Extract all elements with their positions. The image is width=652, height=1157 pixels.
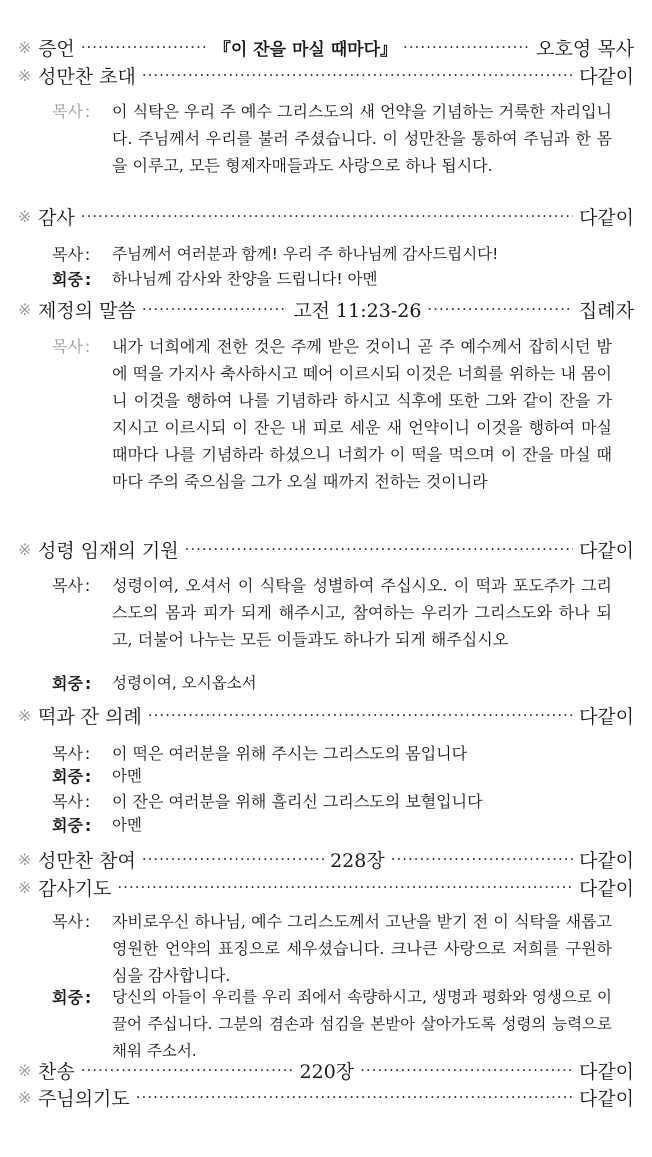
liturgy-text: 성령이여, 오셔서 이 식탁을 성별하여 주십시오. 이 떡과 포도주가 그리스도의 몸과 피가 되게 해주시고, 참여하는 우리가 그리스도와 하나 되고, 더불어 나누는 모든 이들과도 하나가 되게 해주십시오 xyxy=(112,576,612,649)
liturgy-text: 내가 너희에게 전한 것은 주께 받은 것이니 곧 주 예수께서 잡히시던 밤에 떡을 가지사 축사하시고 떼어 이르시되 이것은 너희를 위하는 내 몸이니 이것을 행하여 나를 기념하라 하시고 식후에 또한 그와 같이 잔을 가지시고 이르시되 이 잔은 내 피로 세운 새 언약이니 이것을 행하여 마실 때마다 나를 기념하라 하셨으니 너희가 이 떡을 먹으며 이 잔을 마실 때마다 주의 죽으심을 그가 오실 때까지 전하는 것이니라 xyxy=(112,337,612,491)
reference-mark-icon: ※ xyxy=(18,37,32,57)
section-title: 떡과 잔 의례 xyxy=(38,705,142,728)
scripture-reference: 고전 11:23-26 xyxy=(293,299,422,322)
liturgy-text: 아멘 xyxy=(112,816,142,834)
speaker-label: 회중 xyxy=(52,816,83,835)
speaker-label: 목사 xyxy=(52,102,83,121)
dot-leader xyxy=(360,1061,573,1079)
section-title: 성만찬 초대 xyxy=(38,65,136,88)
liturgy-text: 하나님께 감사와 찬양을 드립니다! 아멘 xyxy=(112,270,378,288)
liturgy-text: 이 식탁은 우리 주 예수 그리스도의 새 언약을 기념하는 거룩한 자리입니다. 주님께서 우리를 불러 주셨습니다. 이 성만찬을 통하여 주님과 한 몸을 이루고, 모든 형제자매들과도 사랑으로 하나 됩시다. xyxy=(112,102,612,175)
section-leader: 다같이 xyxy=(578,539,634,562)
reference-mark-icon: ※ xyxy=(18,539,32,559)
section-title: 성만찬 참여 xyxy=(38,849,136,872)
dot-leader xyxy=(185,540,573,558)
reference-mark-icon: ※ xyxy=(18,849,32,869)
sermon-title: 『이 잔을 마실 때마다』 xyxy=(213,39,398,60)
section-lords-prayer xyxy=(18,1083,634,1111)
invitation-pastor-line: 목사 : 이 식탁은 우리 주 예수 그리스도의 새 언약을 기념하는 거룩한 자리입니다. 주님께서 우리를 불러 주셨습니다. 이 성만찬을 통하여 주님과 한 몸을 이루고, 모든 형제자매들과도 사랑으로 하나 됩시다. xyxy=(52,98,612,179)
dot-leader xyxy=(427,300,573,318)
section-title: 주님의기도 xyxy=(38,1087,130,1110)
section-title: 감사 xyxy=(38,206,75,229)
dot-leader xyxy=(142,850,324,868)
section-thanks xyxy=(18,202,634,230)
dot-leader xyxy=(117,878,573,896)
dot-leader xyxy=(403,38,530,56)
liturgy-text: 당신의 아들이 우리를 우리 죄에서 속량하시고, 생명과 평화와 영생으로 이끌어 주십니다. 그분의 겸손과 섬김을 본받아 살아가도록 성령의 능력으로 채워 주소서. xyxy=(112,988,612,1060)
liturgy-text: 주님께서 여러분과 함께! 우리 주 하나님께 감사드립시다! xyxy=(112,245,499,263)
thanksgiving-pastor-line: 목사 : 자비로우신 하나님, 예수 그리스도께서 고난을 받기 전 이 식탁을 새롭고 영원한 언약의 표징으로 세우셨습니다. 크나큰 사랑으로 저희를 구원하심을 감사합니다. xyxy=(52,908,612,989)
speaker-label: 회중 xyxy=(52,674,83,693)
fraction-congregation-line-1: 회중 : 아멘 xyxy=(52,763,636,790)
dot-leader xyxy=(81,38,208,56)
section-title: 제정의 말씀 xyxy=(38,299,136,322)
speaker-label: 목사 xyxy=(52,792,83,811)
epiclesis-pastor-line: 목사 : 성령이여, 오셔서 이 식탁을 성별하여 주십시오. 이 떡과 포도주가 그리스도의 몸과 피가 되게 해주시고, 참여하는 우리가 그리스도와 하나 되고, 더불어 나누는 모든 이들과도 하나가 되게 해주십시오 xyxy=(52,572,612,653)
section-title: 성령 임재의 기원 xyxy=(38,539,179,562)
speaker-label: 회중 xyxy=(52,270,83,289)
speaker-label: 목사 xyxy=(52,337,83,356)
speaker-label: 목사 xyxy=(52,245,83,264)
section-leader: 다같이 xyxy=(578,206,634,229)
section-leader: 집례자 xyxy=(578,299,634,322)
section-leader: 다같이 xyxy=(578,877,634,900)
liturgy-text: 자비로우신 하나님, 예수 그리스도께서 고난을 받기 전 이 식탁을 새롭고 영원한 언약의 표징으로 세우셨습니다. 크나큰 사랑으로 저희를 구원하심을 감사합니다. xyxy=(112,912,612,985)
fraction-pastor-line-2: 목사 : 이 잔은 여러분을 위해 흘리신 그리스도의 보혈입니다 xyxy=(52,788,636,815)
section-fraction xyxy=(18,701,634,729)
thanks-congregation-line: 회중 : 하나님께 감사와 찬양을 드립니다! 아멘 xyxy=(52,266,636,293)
section-leader: 다같이 xyxy=(578,1087,634,1110)
speaker-label: 회중 xyxy=(52,767,83,786)
liturgy-text: 이 떡은 여러분을 위해 주시는 그리스도의 몸입니다 xyxy=(112,744,468,763)
section-hymn xyxy=(18,1056,634,1084)
section-institution xyxy=(18,295,634,323)
reference-mark-icon: ※ xyxy=(18,877,32,897)
liturgy-text: 성령이여, 오시옵소서 xyxy=(112,674,257,692)
section-title: 감사기도 xyxy=(38,877,112,900)
section-leader: 다같이 xyxy=(578,705,634,728)
section-testimony xyxy=(18,33,634,61)
section-invitation xyxy=(18,61,634,89)
speaker-label: 목사 xyxy=(52,576,83,595)
dot-leader xyxy=(81,207,573,225)
section-leader: 다같이 xyxy=(578,65,634,88)
epiclesis-congregation-line: 회중 : 성령이여, 오시옵소서 xyxy=(52,670,636,697)
reference-mark-icon: ※ xyxy=(18,299,32,319)
section-leader: 오호영 목사 xyxy=(536,37,634,60)
dot-leader xyxy=(142,300,288,318)
hymn-number: 228장 xyxy=(330,849,385,872)
dot-leader xyxy=(81,1061,294,1079)
hymn-number: 220장 xyxy=(299,1060,355,1083)
fraction-pastor-line-1: 목사 : 이 떡은 여러분을 위해 주시는 그리스도의 몸입니다 xyxy=(52,740,636,767)
section-leader: 다같이 xyxy=(578,1060,634,1083)
section-thanksgiving xyxy=(18,873,634,901)
thanksgiving-congregation-line: 회중 : 당신의 아들이 우리를 우리 죄에서 속량하시고, 생명과 평화와 영생으로 이끌어 주십니다. 그분의 겸손과 섬김을 본받아 살아가도록 성령의 능력으로 채워 주소서. xyxy=(52,984,612,1065)
thanks-pastor-line: 목사 : 주님께서 여러분과 함께! 우리 주 하나님께 감사드립시다! xyxy=(52,241,636,268)
dot-leader xyxy=(148,706,573,724)
section-title: 찬송 xyxy=(38,1060,75,1083)
institution-pastor-line: 목사 : 내가 너희에게 전한 것은 주께 받은 것이니 곧 주 예수께서 잡히시던 밤에 떡을 가지사 축사하시고 떼어 이르시되 이것은 너희를 위하는 내 몸이니 이것을 행하여 나를 기념하라 하시고 식후에 또한 그와 같이 잔을 가지시고 이르시되 이 잔은 내 피로 세운 새 언약이니 이것을 행하여 마실 때마다 나를 기념하라 하셨으니 너희가 이 떡을 먹으며 이 잔을 마실 때마다 주의 죽으심을 그가 오실 때까지 전하는 것이니라 xyxy=(52,333,612,495)
dot-leader xyxy=(142,66,573,84)
section-epiclesis xyxy=(18,535,634,563)
speaker-label: 목사 xyxy=(52,744,83,763)
section-participation xyxy=(18,845,634,873)
section-leader: 다같이 xyxy=(578,849,634,872)
reference-mark-icon: ※ xyxy=(18,705,32,725)
dot-leader xyxy=(391,850,573,868)
speaker-label: 회중 xyxy=(52,988,83,1007)
speaker-label: 목사 xyxy=(52,912,83,931)
fraction-congregation-line-2: 회중 : 아멘 xyxy=(52,812,636,839)
reference-mark-icon: ※ xyxy=(18,1060,32,1080)
section-title: 증언 xyxy=(38,37,75,60)
liturgy-text: 아멘 xyxy=(112,767,142,785)
reference-mark-icon: ※ xyxy=(18,1087,32,1107)
dot-leader xyxy=(136,1088,573,1106)
reference-mark-icon: ※ xyxy=(18,206,32,226)
liturgy-text: 이 잔은 여러분을 위해 흘리신 그리스도의 보혈입니다 xyxy=(112,792,483,811)
reference-mark-icon: ※ xyxy=(18,65,32,85)
